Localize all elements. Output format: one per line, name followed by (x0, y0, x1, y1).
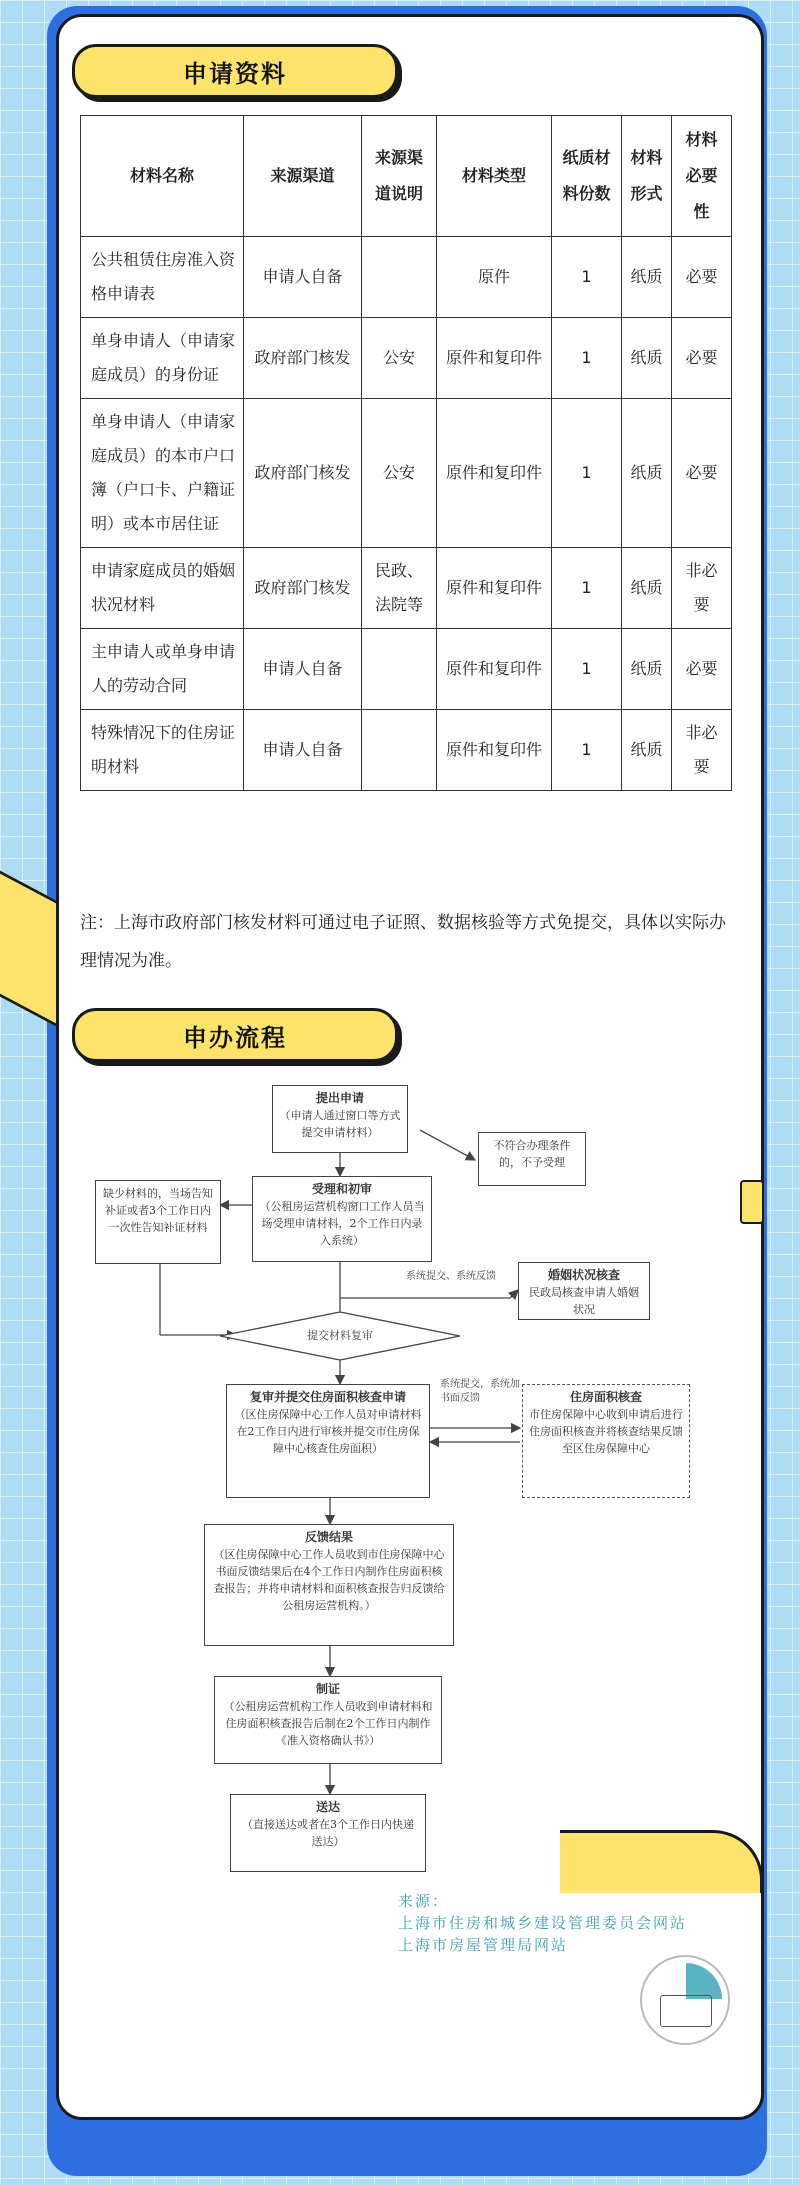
cell-name: 申请家庭成员的婚姻状况材料 (81, 548, 244, 629)
flow-reject-text: 不符合办理条件的，不予受理 (493, 1139, 571, 1169)
cell-name: 单身申请人（申请家庭成员）的身份证 (81, 318, 244, 399)
cell-necessity: 必要 (672, 629, 732, 710)
flow-deliver-box (230, 1794, 426, 1872)
header-necessity: 材料必要性 (672, 116, 732, 237)
cell-copies: 1 (552, 710, 622, 791)
flow-marriage-box (518, 1262, 650, 1320)
cell-necessity: 必要 (672, 237, 732, 318)
flow-feedback-box (204, 1524, 454, 1646)
header-source: 来源渠道 (244, 116, 362, 237)
cell-form: 纸质 (622, 710, 672, 791)
cell-type: 原件和复印件 (437, 548, 552, 629)
flow-make-box (214, 1676, 442, 1764)
illustration-logo-icon (640, 1955, 730, 2045)
source-line-1: 上海市住房和城乡建设管理委员会网站 (398, 1914, 688, 1932)
flow-diamond-text: 提交材料复审 (307, 1329, 373, 1342)
flow-deliver-title: 送达 (315, 1800, 340, 1814)
section-title-materials: 申请资料 (72, 44, 398, 98)
cell-type: 原件 (437, 237, 552, 318)
flow-marriage-title: 婚姻状况核查 (547, 1268, 620, 1282)
source-block (398, 1890, 687, 1956)
cell-copies: 1 (552, 399, 622, 548)
flow-review-title: 复审并提交住房面积核查申请 (249, 1390, 406, 1404)
flow-system-submit-label: 系统提交，系统加书面反馈 (440, 1379, 520, 1404)
flow-feedback-text: （区住房保障中心工作人员收到市住房保障中心书面反馈结果后在4个工作日内制作住房面积核查报告；并将申请材料和面积核查报告归反馈给公租房运营机构。） (213, 1548, 445, 1612)
cell-name: 公共租赁住房准入资格申请表 (81, 237, 244, 318)
cell-source: 政府部门核发 (244, 399, 362, 548)
decorative-tab (740, 1180, 764, 1224)
cell-form: 纸质 (622, 399, 672, 548)
header-source-note: 来源渠道说明 (362, 116, 437, 237)
cell-source: 政府部门核发 (244, 548, 362, 629)
cell-necessity: 非必要 (672, 710, 732, 791)
cell-form: 纸质 (622, 548, 672, 629)
cell-copies: 1 (552, 629, 622, 710)
header-type: 材料类型 (437, 116, 552, 237)
header-copies: 纸质材料份数 (552, 116, 622, 237)
cell-name: 主申请人或单身申请人的劳动合同 (81, 629, 244, 710)
header-name: 材料名称 (81, 116, 244, 237)
cell-source: 政府部门核发 (244, 318, 362, 399)
cell-type: 原件和复印件 (437, 318, 552, 399)
flow-make-title: 制证 (315, 1682, 340, 1696)
cell-name: 特殊情况下的住房证明材料 (81, 710, 244, 791)
flow-accept-text: （公租房运营机构窗口工作人员当场受理申请材料，2个工作日内录入系统） (259, 1200, 425, 1247)
flow-review-box (226, 1384, 430, 1498)
decorative-ribbon (560, 1830, 763, 1893)
cell-copies: 1 (552, 237, 622, 318)
cell-source: 申请人自备 (244, 629, 362, 710)
cell-source: 申请人自备 (244, 710, 362, 791)
flow-missing-text: 缺少材料的，当场告知补证或者3个工作日内一次性告知补证材料 (103, 1187, 213, 1234)
flow-reject-box (478, 1132, 586, 1186)
cell-necessity: 非必要 (672, 548, 732, 629)
flow-area-text: 市住房保障中心收到申请后进行住房面积核查并将核查结果反馈至区住房保障中心 (529, 1408, 683, 1455)
cell-copies: 1 (552, 318, 622, 399)
flow-accept-box (252, 1176, 432, 1262)
cell-form: 纸质 (622, 318, 672, 399)
cell-type: 原件和复印件 (437, 399, 552, 548)
flow-feedback-title: 反馈结果 (304, 1530, 353, 1544)
flow-missing-box (95, 1180, 221, 1264)
flow-area-title: 住房面积核查 (569, 1390, 642, 1404)
flow-accept-title: 受理和初审 (311, 1182, 372, 1196)
cell-necessity: 必要 (672, 318, 732, 399)
flow-make-text: （公租房运营机构工作人员收到申请材料和住房面积核查报告后制在2个工作日内制作《准入资格确认书》） (223, 1700, 433, 1747)
cell-type: 原件和复印件 (437, 710, 552, 791)
cell-form: 纸质 (622, 237, 672, 318)
cell-form: 纸质 (622, 629, 672, 710)
flow-review-text: （区住房保障中心工作人员对申请材料在2工作日内进行审核并提交市住房保障中心核查住房面积） (234, 1408, 422, 1455)
cell-name: 单身申请人（申请家庭成员）的本市户口簿（户口卡、户籍证明）或本市居住证 (81, 399, 244, 548)
cell-type: 原件和复印件 (437, 629, 552, 710)
flow-deliver-text: （直接送达或者在3个工作日内快递送达） (242, 1818, 414, 1848)
cell-source-note: 公安 (362, 399, 437, 548)
source-line-2: 上海市房屋管理局网站 (398, 1936, 569, 1954)
cell-source-note: 公安 (362, 318, 437, 399)
cell-source: 申请人自备 (244, 237, 362, 318)
section-title-process: 申办流程 (72, 1008, 398, 1062)
flow-submit-text: （申请人通过窗口等方式提交申请材料） (279, 1109, 401, 1139)
cell-necessity: 必要 (672, 399, 732, 548)
cell-copies: 1 (552, 548, 622, 629)
flow-submit-box (272, 1085, 408, 1153)
flow-marriage-text: 民政局核查申请人婚姻状况 (529, 1286, 639, 1316)
flow-system-feedback-label: 系统提交、系统反馈 (406, 1271, 496, 1282)
header-form: 材料形式 (622, 116, 672, 237)
note-text: 注：上海市政府部门核发材料可通过电子证照、数据核验等方式免提交，具体以实际办理情况为准。 (80, 913, 726, 971)
flow-submit-title: 提出申请 (315, 1091, 364, 1105)
source-label: 来源： (398, 1892, 450, 1910)
flow-area-box (522, 1384, 690, 1498)
cell-source-note: 民政、法院等 (362, 548, 437, 629)
